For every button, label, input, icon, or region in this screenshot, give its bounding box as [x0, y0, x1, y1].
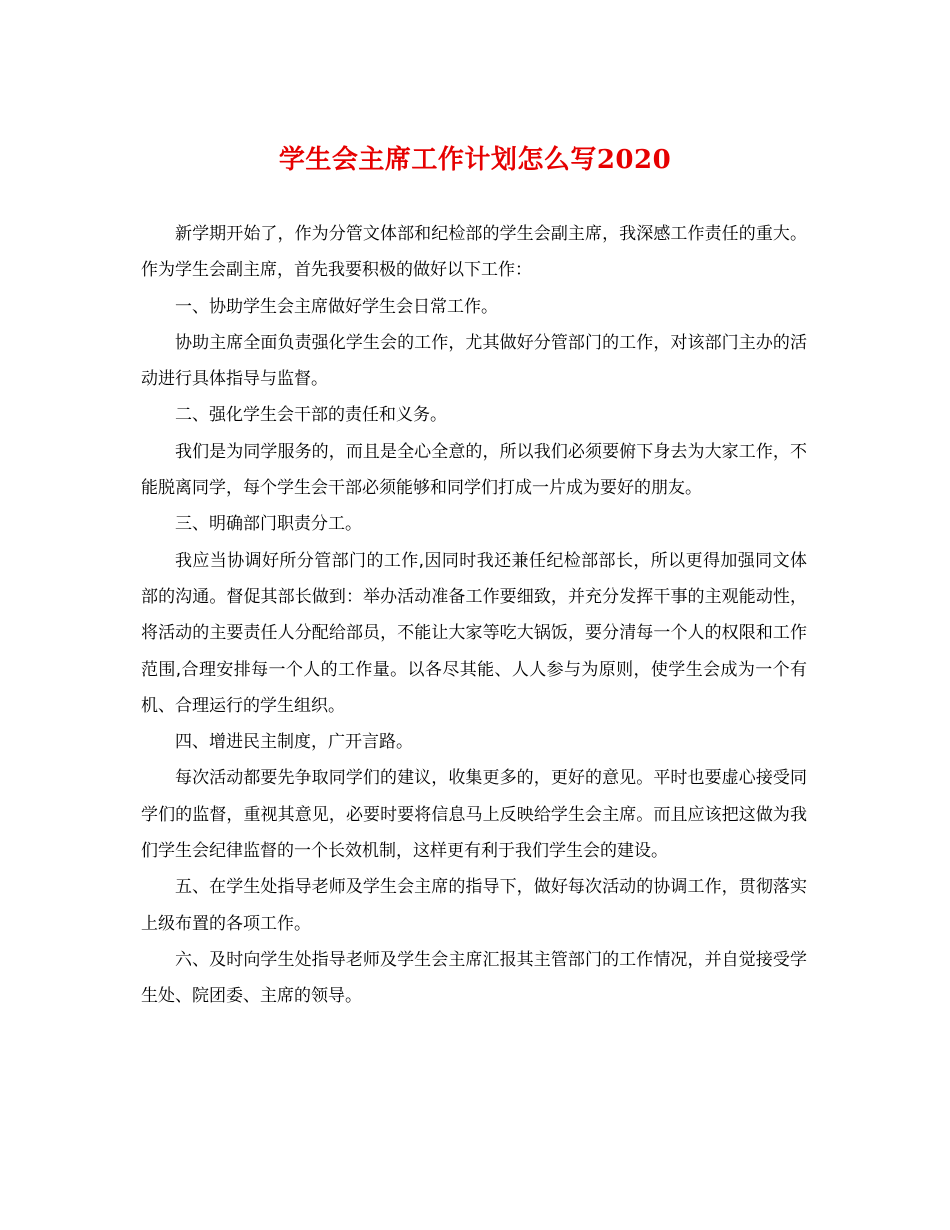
paragraph-section-2: 我们是为同学服务的，而且是全心全意的，所以我们必须要俯下身去为大家工作，不能脱离同学，每个学生会干部必须能够和同学们打成一片成为要好的朋友。	[141, 441, 807, 499]
paragraph-section-5: 五、在学生处指导老师及学生会主席的指导下，做好每次活动的协调工作，贯彻落实上级布置的各项工作。	[141, 877, 807, 934]
document-title: 学生会主席工作计划怎么写2020	[278, 145, 672, 175]
paragraph-section-4: 每次活动都要先争取同学们的建议，收集更多的，更好的意见。平时也要虚心接受同学们的监督，重视其意见，必要时要将信息马上反映给学生会主席。而且应该把这做为我们学生会纪律监督的一个长效机制，这样更有利于我们学生会的建设。	[141, 768, 807, 862]
paragraph-section-3: 我应当协调好所分管部门的工作,因同时我还兼任纪检部部长，所以更得加强同文体部的沟通。督促其部长做到：举办活动准备工作要细致，并充分发挥干事的主观能动性，将活动的主要责任人分配给部员，不能让大家等吃大锅饭，要分清每一个人的权限和工作范围,合理安排每一个人的工作量。以各尽其能、人人参与为原则，使学生会成为一个有机、合理运行的学生组织。	[141, 550, 807, 716]
heading-section-2: 二、强化学生会干部的责任和义务。	[175, 405, 447, 426]
paragraph-intro: 新学期开始了，作为分管文体部和纪检部的学生会副主席，我深感工作责任的重大。作为学生会副主席，首先我要积极的做好以下工作：	[141, 224, 807, 281]
heading-section-3: 三、明确部门职责分工。	[175, 514, 362, 535]
paragraph-section-1: 协助主席全面负责强化学生会的工作，尤其做好分管部门的工作，对该部门主办的活动进行具体指导与监督。	[141, 332, 807, 390]
heading-section-4: 四、增进民主制度，广开言路。	[175, 732, 413, 753]
document-body	[141, 216, 807, 1015]
heading-section-1: 一、协助学生会主席做好学生会日常工作。	[175, 296, 498, 317]
paragraph-section-6: 六、及时向学生处指导老师及学生会主席汇报其主管部门的工作情况，并自觉接受学生处、院团委、主席的领导。	[141, 949, 807, 1007]
